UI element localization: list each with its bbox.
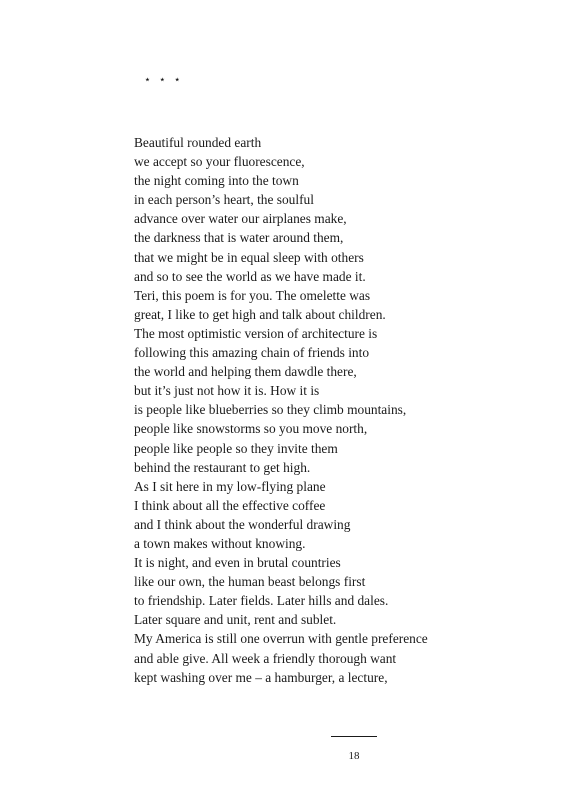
poem-line: great, I like to get high and talk about children. (134, 306, 386, 322)
footer-rule (331, 736, 377, 737)
poem-line: like our own, the human beast belongs first (134, 574, 366, 590)
star-icon: ⋆ (173, 74, 181, 86)
poem-line: the darkness that is water around them, (134, 230, 344, 246)
poem-line: I think about all the effective coffee (134, 497, 326, 513)
star-icon: ⋆ (144, 74, 151, 86)
poem-line: kept washing over me – a hamburger, a lecture, (134, 669, 388, 685)
poem-line: is people like blueberries so they climb mountains, (134, 402, 407, 418)
poem-line: following this amazing chain of friends into (134, 345, 370, 361)
poem-line: in each person’s heart, the soulful (134, 192, 314, 208)
poem-line: the world and helping them dawdle there, (134, 364, 357, 380)
poem-line: Beautiful rounded earth (134, 135, 262, 150)
poem-line: The most optimistic version of architecture is (134, 325, 378, 341)
poem-line: advance over water our airplanes make, (134, 211, 347, 227)
poem-line: to friendship. Later fields. Later hills and dales. (134, 593, 389, 609)
section-ornament-stars (144, 73, 181, 86)
poem-line: we accept so your fluorescence, (134, 154, 305, 170)
poem-line: the night coming into the town (134, 173, 299, 189)
poem-text (134, 133, 554, 687)
poem-line: As I sit here in my low-flying plane (134, 478, 326, 494)
poem-line: and so to see the world as we have made it. (134, 268, 366, 284)
poem-line: a town makes without knowing. (134, 535, 306, 551)
page-number: 18 (348, 750, 360, 762)
poem-line: My America is still one overrun with gentle preference (134, 631, 428, 647)
poem-line: Teri, this poem is for you. The omelette was (134, 287, 371, 303)
poem-line: It is night, and even in brutal countries (134, 555, 341, 571)
star-icon: ⋆ (158, 74, 166, 86)
poem-line: Later square and unit, rent and sublet. (134, 612, 337, 628)
poem-line: but it’s just not how it is. How it is (134, 383, 320, 399)
poem-line: that we might be in equal sleep with others (134, 249, 364, 265)
poem-line: behind the restaurant to get high. (134, 459, 311, 475)
poem-line: people like people so they invite them (134, 440, 338, 456)
poem-line: and I think about the wonderful drawing (134, 516, 351, 532)
poem-line: and able give. All week a friendly thorough want (134, 650, 397, 666)
poem-line: people like snowstorms so you move north, (134, 421, 368, 437)
